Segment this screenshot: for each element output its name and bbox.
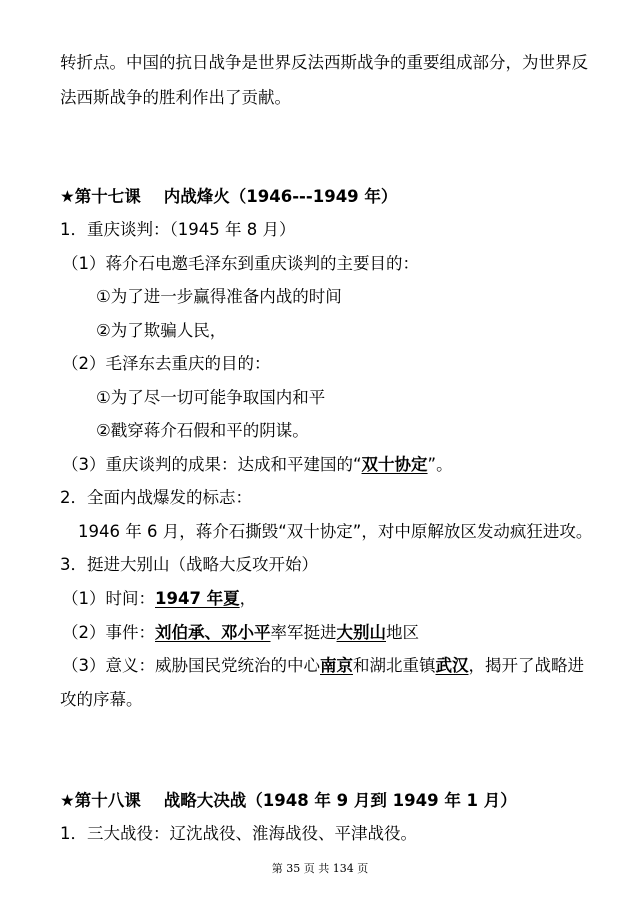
section-1-item-2a: ①为了尽一切可能争取国内和平 — [96, 388, 326, 407]
key-term-double-ten-agreement: 双十协定 — [361, 455, 428, 474]
page-footer — [0, 862, 640, 876]
section-3-title: 3．挺进大别山（战略大反攻开始） — [60, 555, 318, 574]
key-term-liu-deng: 刘伯承、邓小平 — [155, 623, 271, 642]
intro-line-2: 法西斯战争的胜利作出了贡献。 — [60, 88, 291, 107]
item-meaning-suffix: ，揭开了战略进 — [468, 656, 584, 675]
intro-line-1: 转折点。中国的抗日战争是世界反法西斯战争的重要组成部分，为世界反 — [60, 53, 588, 72]
item-meaning-mid: 和湖北重镇 — [353, 656, 436, 675]
item-3-prefix: （3）重庆谈判的成果：达成和平建国的“ — [62, 455, 362, 474]
section-3-item-3-line-2: 攻的序幕。 — [60, 690, 143, 709]
section-1-item-1: （1）蒋介石电邀毛泽东到重庆谈判的主要目的： — [62, 254, 419, 273]
page-number: 第 35 页 共 134 页 — [271, 862, 369, 875]
section-3-item-2 — [62, 622, 419, 644]
item-event-mid: 率军挺进 — [270, 623, 337, 642]
section-2-text: 1946 年 6 月，蒋介石撕毁“双十协定”，对中原解放区发动疯狂进攻。 — [78, 522, 593, 541]
key-term-dabieshan: 大别山 — [336, 623, 386, 642]
lesson-17-heading: ★第十七课 内战烽火（1946---1949 年） — [60, 187, 398, 206]
item-meaning-label: （3）意义：威胁国民党统治的中心 — [62, 656, 320, 675]
section-1-item-2b: ②戳穿蒋介石假和平的阴谋。 — [96, 421, 309, 440]
key-term-wuhan: 武汉 — [435, 656, 469, 675]
section-1-item-1b: ②为了欺骗人民， — [96, 321, 227, 340]
section-1-title: 1．重庆谈判：（1945 年 8 月） — [60, 220, 296, 239]
section-1-item-2: （2）毛泽东去重庆的目的： — [62, 354, 271, 373]
lesson-18-section-1: 1．三大战役：辽沈战役、淮海战役、平津战役。 — [60, 824, 417, 843]
section-1-item-3 — [62, 454, 453, 476]
item-event-suffix: 地区 — [386, 623, 419, 642]
item-3-suffix: ”。 — [427, 455, 453, 474]
section-2-title: 2．全面内战爆发的标志： — [60, 488, 252, 507]
key-term-1947-summer: 1947 年夏 — [155, 589, 240, 608]
item-time-suffix: ， — [239, 589, 257, 608]
section-1-item-1a: ①为了进一步赢得准备内战的时间 — [96, 287, 342, 306]
item-time-label: （1）时间： — [62, 589, 155, 608]
key-term-nanjing: 南京 — [320, 656, 353, 675]
section-3-item-3 — [62, 655, 584, 677]
lesson-18-heading: ★第十八课 战略大决战（1948 年 9 月到 1949 年 1 月） — [60, 791, 517, 810]
section-3-item-1 — [62, 588, 256, 610]
item-event-label: （2）事件： — [62, 623, 155, 642]
